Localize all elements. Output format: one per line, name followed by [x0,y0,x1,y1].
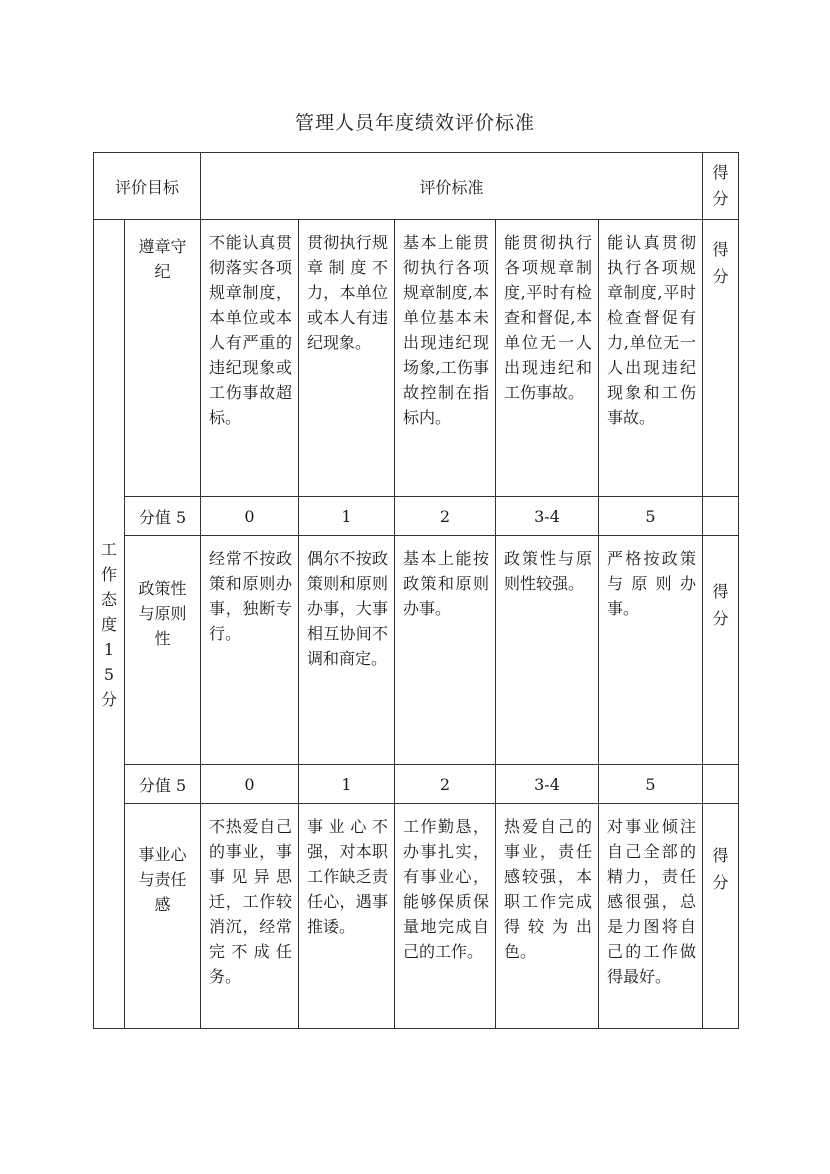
header-score-line1: 得 [712,163,729,182]
value-cell: 1 [299,497,395,536]
criteria-cell: 不热爱自己的事业，事事见异思迁，工作较消沉，经常完不成任务。 [201,804,299,1029]
header-score [703,153,739,220]
section-label: 政策性 与原则 性 [125,536,201,765]
value-label: 分值 5 [125,765,201,804]
criteria-cell: 贯彻执行规章制度不力，本单位或本人有违纪现象。 [299,220,395,497]
value-cell: 3-4 [496,497,599,536]
value-cell: 3-4 [496,765,599,804]
criteria-cell: 经常不按政策和原则办事，独断专行。 [201,536,299,765]
value-cell: 0 [201,765,299,804]
criteria-cell: 不能认真贯彻落实各项规章制度，本单位或本人有严重的违纪现象或工伤事故超标。 [201,220,299,497]
value-row [94,497,739,536]
score-cell[interactable]: 得 分 [703,536,739,765]
score-empty-cell[interactable] [703,765,739,804]
criteria-cell: 能贯彻执行各项规章制度,平时有检查和督促,本单位无一人出现违纪和工伤事故。 [496,220,599,497]
value-cell: 2 [395,497,496,536]
value-cell: 5 [599,765,703,804]
section-label: 遵章守 纪 [125,220,201,497]
score-empty-cell[interactable] [703,497,739,536]
criteria-cell: 能认真贯彻执行各项规章制度,平时检查督促有力,单位无一人出现违纪现象和工伤事故。 [599,220,703,497]
value-cell: 5 [599,497,703,536]
header-score-line2: 分 [712,189,729,208]
value-row [94,765,739,804]
category-work-attitude: 工 作 态 度 1 5 分 [94,220,125,1029]
evaluation-table [93,152,739,1029]
value-cell: 0 [201,497,299,536]
header-target: 评价目标 [94,153,201,220]
criteria-cell: 偶尔不按政策则和原则办事，大事相互协间不调和商定。 [299,536,395,765]
section-row-discipline [94,220,739,497]
criteria-cell: 严格按政策与原则办事。 [599,536,703,765]
criteria-cell: 基本上能按政策和原则办事。 [395,536,496,765]
header-standard: 评价标准 [201,153,703,220]
page-title: 管理人员年度绩效评价标准 [294,112,535,134]
value-cell: 2 [395,765,496,804]
criteria-cell: 工作勤恳，办事扎实，有事业心，能够保质保量地完成自己的工作。 [395,804,496,1029]
value-cell: 1 [299,765,395,804]
section-row-policy [94,536,739,765]
section-row-responsibility [94,804,739,1029]
score-cell[interactable]: 得 分 [703,804,739,1029]
criteria-cell: 对事业倾注自己全部的精力，责任感很强，总是力图将自己的工作做得最好。 [599,804,703,1029]
value-label: 分值 5 [125,497,201,536]
section-label: 事业心 与责任 感 [125,804,201,1029]
criteria-cell: 热爱自己的事业，责任感较强，本职工作完成得较为出色。 [496,804,599,1029]
header-row [94,153,739,220]
criteria-cell: 政策性与原则性较强。 [496,536,599,765]
criteria-cell: 事业心不强，对本职工作缺乏责任心，遇事推诿。 [299,804,395,1029]
criteria-cell: 基本上能贯彻执行各项规章制度,本单位基本未出现违纪现场象,工伤事故控制在指标内。 [395,220,496,497]
score-cell[interactable]: 得 分 [703,220,739,497]
